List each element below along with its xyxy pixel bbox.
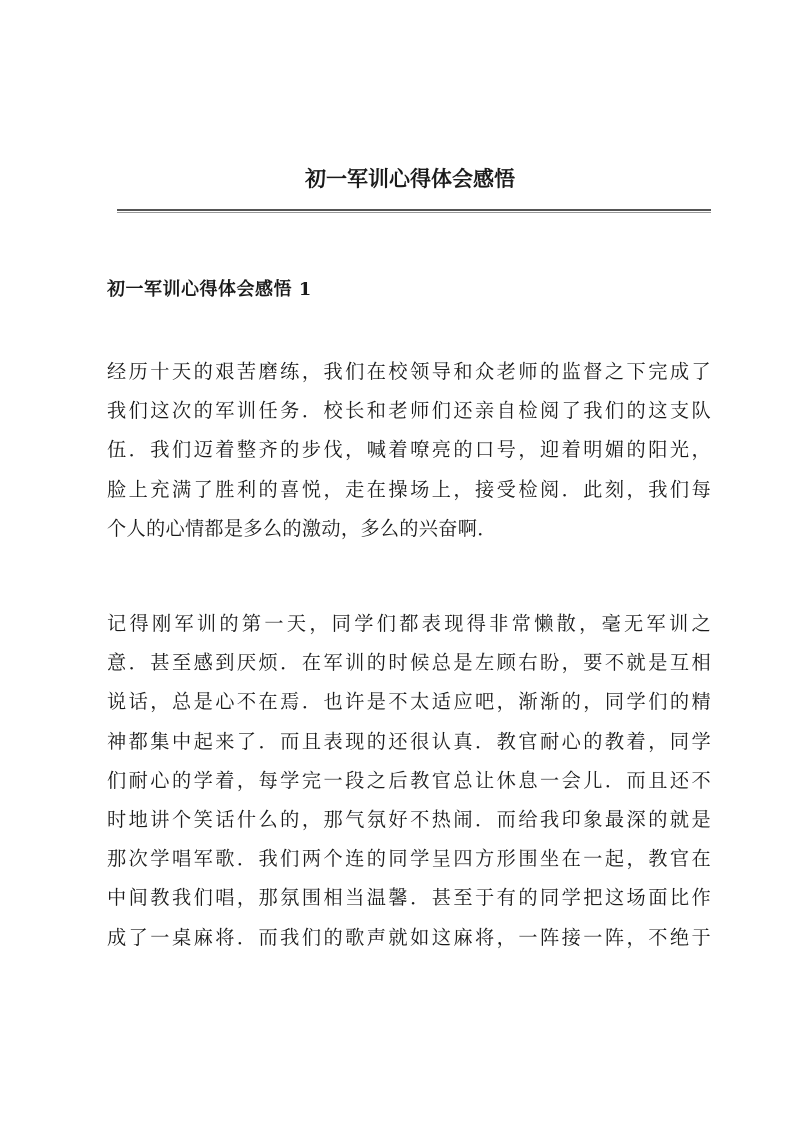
section-heading: 初一军训心得体会感悟 1 xyxy=(107,279,312,300)
paragraph-line: 经历十天的艰苦磨练，我们在校领导和众老师的监督之下完成了 xyxy=(107,360,711,383)
paragraph-line: 伍．我们迈着整齐的步伐，喊着嘹亮的口号，迎着明媚的阳光， xyxy=(107,438,711,462)
paragraph-line: 我们这次的军训任务．校长和老师们还亲自检阅了我们的这支队 xyxy=(107,399,711,423)
paragraph-line: 成了一桌麻将．而我们的歌声就如这麻将，一阵接一阵，不绝于 xyxy=(107,925,711,949)
paragraph-line: 中间教我们唱，那氛围相当温馨．甚至于有的同学把这场面比作 xyxy=(107,886,711,910)
paragraph-line: 个人的心情都是多么的激动，多么的兴奋啊． xyxy=(107,516,497,540)
paragraph-line: 们耐心的学着，每学完一段之后教官总让休息一会儿．而且还不 xyxy=(107,768,711,792)
paragraph-line: 神都集中起来了．而且表现的还很认真．教官耐心的教着，同学 xyxy=(107,729,711,753)
paragraph-line: 记得刚军训的第一天，同学们都表现得非常懒散，毫无军训之 xyxy=(107,612,711,635)
paragraph-line: 脸上充满了胜利的喜悦，走在操场上，接受检阅．此刻，我们每 xyxy=(107,477,711,501)
paragraph-line: 说话，总是心不在焉．也许是不太适应吧，渐渐的，同学们的精 xyxy=(107,690,711,714)
paragraph-line: 那次学唱军歌．我们两个连的同学呈四方形围坐在一起，教官在 xyxy=(107,847,711,871)
paragraph-2 xyxy=(107,604,711,957)
title-divider xyxy=(117,209,711,213)
paragraph-line: 时地讲个笑话什么的，那气氛好不热闹．而给我印象最深的就是 xyxy=(107,808,711,832)
paragraph-line: 意．甚至感到厌烦．在军训的时候总是左顾右盼，要不就是互相 xyxy=(107,651,711,675)
paragraph-1 xyxy=(107,352,711,548)
document-title: 初一军训心得体会感悟 xyxy=(305,166,515,191)
